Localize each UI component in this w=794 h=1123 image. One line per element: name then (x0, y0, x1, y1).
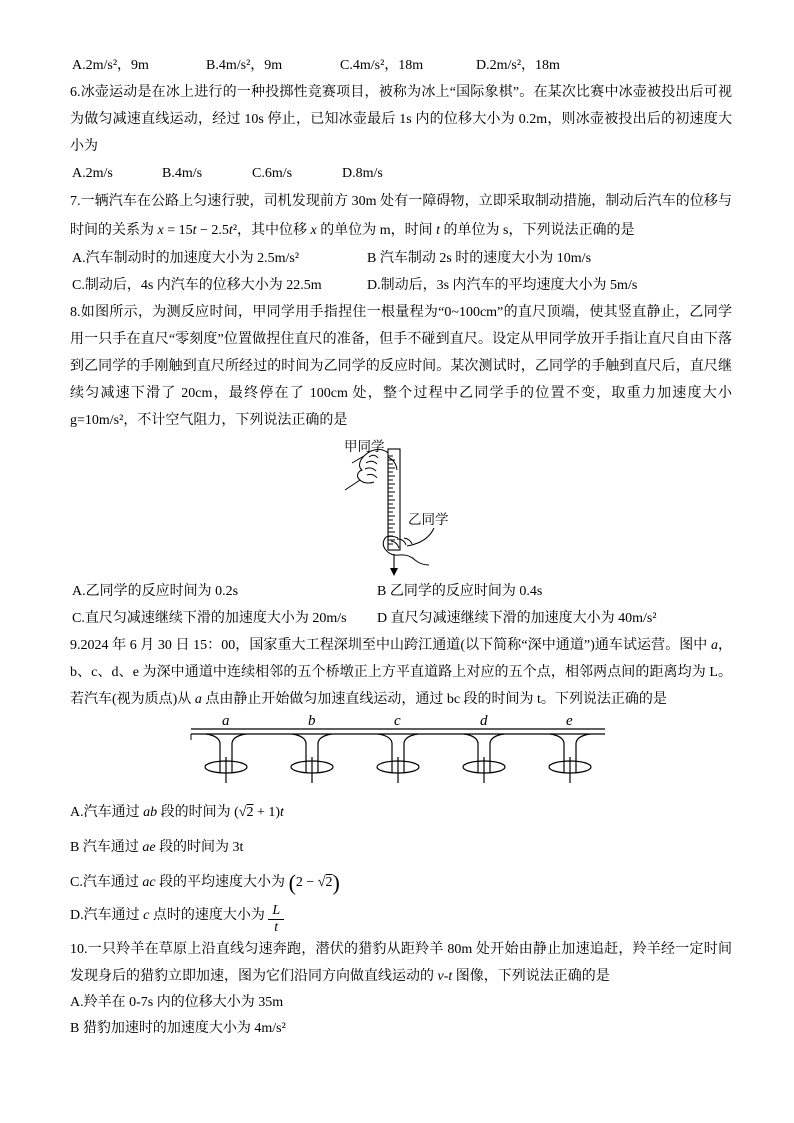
q9-option-b-text-1: B 汽车通过 (70, 840, 143, 855)
point-b-label: b (308, 715, 316, 729)
q9-option-d-text-1: D.汽车通过 (70, 908, 144, 923)
q6-option-a: A.2m/s (72, 166, 113, 181)
q7-stem-text-1: 7.一辆汽车在公路上匀速行驶，司机发现前方 30m 处有一障碍物，立即采取制动措施，制动后汽车的位移与时间的关系为 (70, 194, 732, 238)
q9-stem (70, 632, 732, 713)
q7-stem (70, 187, 732, 245)
q8-option-b: B 乙同学的反应时间为 0.4s (377, 584, 543, 599)
q10-stem-text-1: 10.一只羚羊在草原上沿直线匀速奔跑，潜伏的猎豹从距羚羊 80m 处开始由静止加速追赶，羚羊经一定时间发现身后的猎豹立即加速，图为它们沿同方向做直线运动的 (70, 942, 732, 984)
q7-formula-sup2: ² (232, 223, 238, 238)
q9-option-a-text-1: A.汽车通过 (70, 805, 144, 820)
q7-formula-eq: = 15 (163, 223, 193, 238)
q6-option-d: D.8m/s (342, 166, 383, 181)
q6-stem: 6.冰壶运动是在冰上进行的一种投掷性竞赛项目，被称为冰上“国际象棋”。在某次比赛中冰壶被投出后可视为做匀减速直线运动，经过 10s 停止，已知冰壶最后 1s 内的位移大小为 0.2m，则冰壶被投出后的初速度大小为 (70, 85, 732, 154)
q5-option-a: A.2m/s²，9m (72, 58, 149, 73)
q7-var-t: t (436, 223, 441, 238)
q9-option-b-text-2: 段的时间为 3t (155, 840, 244, 855)
q9-option-d-text-2: 点时的速度大小为 (149, 908, 269, 923)
bridge-pier-b (291, 715, 333, 783)
ruler-experiment-figure (330, 436, 480, 576)
q9-option-c-radical: √ (317, 875, 326, 890)
bridge-pier-a (205, 715, 247, 783)
q9-option-a-text-3: + 1) (253, 805, 281, 820)
q6-option-b: B.4m/s (162, 166, 203, 181)
q9-option-d-fraction-den: t (274, 920, 279, 935)
q8-option-d: D 直尺匀减速继续下滑的加速度大小为 40m/s² (377, 611, 657, 626)
q9-option-c-expr: 2 − (295, 875, 318, 890)
q7-formula-var-x: x (157, 223, 164, 238)
q7-option-d: D.制动后，3s 内汽车的平均速度大小为 5m/s (367, 278, 638, 293)
q9-option-c-radicand: 2 (325, 875, 333, 890)
q9-var-a-1: a (710, 638, 718, 653)
bridge-pier-e (549, 715, 591, 783)
bridge-road (191, 729, 605, 740)
q10-var-vt: v-t (437, 969, 453, 984)
q6-option-c: C.6m/s (252, 166, 293, 181)
q9-option-c-seg-ac: ac (142, 875, 156, 890)
q10-option-a: A.羚羊在 0-7s 内的位移大小为 35m (70, 995, 284, 1010)
point-c-label: c (394, 715, 401, 729)
q7-option-c: C.制动后，4s 内汽车的位移大小为 22.5m (72, 278, 322, 293)
q8-stem: 8.如图所示，为测反应时间，甲同学用手指捏住一根量程为“0~100cm”的直尺顶端，使其竖直静止，乙同学用一只手在直尺“零刻度”位置做捏住直尺的准备，但手不碰到直尺。设定从甲同学放开手指让直尺自由下落到乙同学的手刚触到直尺所经过的时间为乙同学的反应时间。某次测试时，乙同学的手触到直尺后，直尺继续匀减速下滑了 20cm，最终停在了 100cm 处，整个过程中乙同学手的位置不变，取重力加速度大小 g=10m/s²，不计空气阻力，下列说法正确的是 (70, 305, 732, 428)
q9-option-c-left-paren: ( (288, 870, 296, 895)
q9-stem-text-1: 9.2024 年 6 月 30 日 15：00，国家重大工程深圳至中山跨江通道(以下简称“深中通道”)通车试运营。图中 (70, 638, 711, 653)
q7-options-row-1 (70, 245, 732, 272)
q7-option-b: B 汽车制动 2s 时的速度大小为 10m/s (367, 251, 592, 266)
q9-stem-text-3: 点由静止开始做匀加速直线运动，通过 bc 段的时间为 t。下列说法正确的是 (201, 692, 667, 707)
q9-option-a-var-t: t (280, 805, 284, 820)
q5-option-d: D.2m/s²，18m (476, 58, 560, 73)
q10-stem-text-2: 图像，下列说法正确的是 (452, 969, 610, 984)
q9-option-b (70, 834, 732, 861)
q9-option-c-text-1: C.汽车通过 (70, 875, 143, 890)
q9-option-d-fraction (268, 903, 284, 936)
q9-option-c-text-2: 段的平均速度大小为 (155, 875, 289, 890)
q9-option-c (70, 869, 732, 896)
q5-option-b: B.4m/s²，9m (206, 58, 283, 73)
q9-option-c-right-paren: ) (332, 870, 340, 895)
q9-option-a-seg-ab: ab (143, 805, 158, 820)
q8-options-row-2 (70, 605, 732, 632)
point-a-label: a (222, 715, 230, 729)
q9-option-b-seg-ae: ae (142, 840, 156, 855)
bridge-pier-c (377, 715, 419, 783)
q9-var-a-2: a (194, 692, 202, 707)
q7-var-x: x (310, 223, 317, 238)
q7-stem-text-2: ，其中位移 (237, 223, 311, 238)
q9-option-a (70, 799, 732, 826)
q9-option-d-fraction-num: L (268, 903, 284, 920)
student-yi-label: 乙同学 (408, 512, 449, 527)
down-arrow (390, 554, 398, 576)
q5-options-row (70, 52, 732, 79)
point-d-label: d (480, 715, 488, 729)
q10-stem (70, 936, 732, 990)
student-jia-label: 甲同学 (344, 439, 385, 454)
q9-option-d-var-c: c (143, 908, 150, 923)
q7-formula-var-t1: t (192, 223, 197, 238)
q7-stem-text-3: 的单位为 m，时间 (316, 223, 437, 238)
q6-options-row (70, 160, 732, 187)
q10-option-b: B 猎豹加速时的加速度大小为 4m/s² (70, 1021, 286, 1036)
q7-option-a: A.汽车制动时的加速度大小为 2.5m/s² (72, 251, 300, 266)
q9-option-a-text-2: 段的时间为 ( (157, 805, 239, 820)
q7-formula-var-t2: t (228, 223, 233, 238)
q9-stem-text-2: ，b、c、d、e 为深中通道中连续相邻的五个桥墩正上方平直道路上对应的五个点，相邻两点间的距离均为 L。若汽车(视为质点)从 (70, 638, 733, 707)
q9-option-a-radical: √ (238, 805, 247, 820)
bridge-piers-figure (188, 715, 608, 791)
q5-option-c: C.4m/s²，18m (340, 58, 424, 73)
q8-option-c: C.直尺匀减速继续下滑的加速度大小为 20m/s (72, 611, 347, 626)
q7-formula-minus: − 2.5 (196, 223, 229, 238)
q9-option-a-radicand: 2 (246, 805, 254, 820)
q7-stem-text-4: 的单位为 s，下列说法正确的是 (440, 223, 635, 238)
q7-options-row-2 (70, 272, 732, 299)
q8-options-row-1 (70, 578, 732, 605)
point-e-label: e (566, 715, 573, 729)
q8-option-a: A.乙同学的反应时间为 0.2s (72, 584, 239, 599)
q9-option-d (70, 902, 732, 936)
bridge-pier-d (463, 715, 505, 783)
